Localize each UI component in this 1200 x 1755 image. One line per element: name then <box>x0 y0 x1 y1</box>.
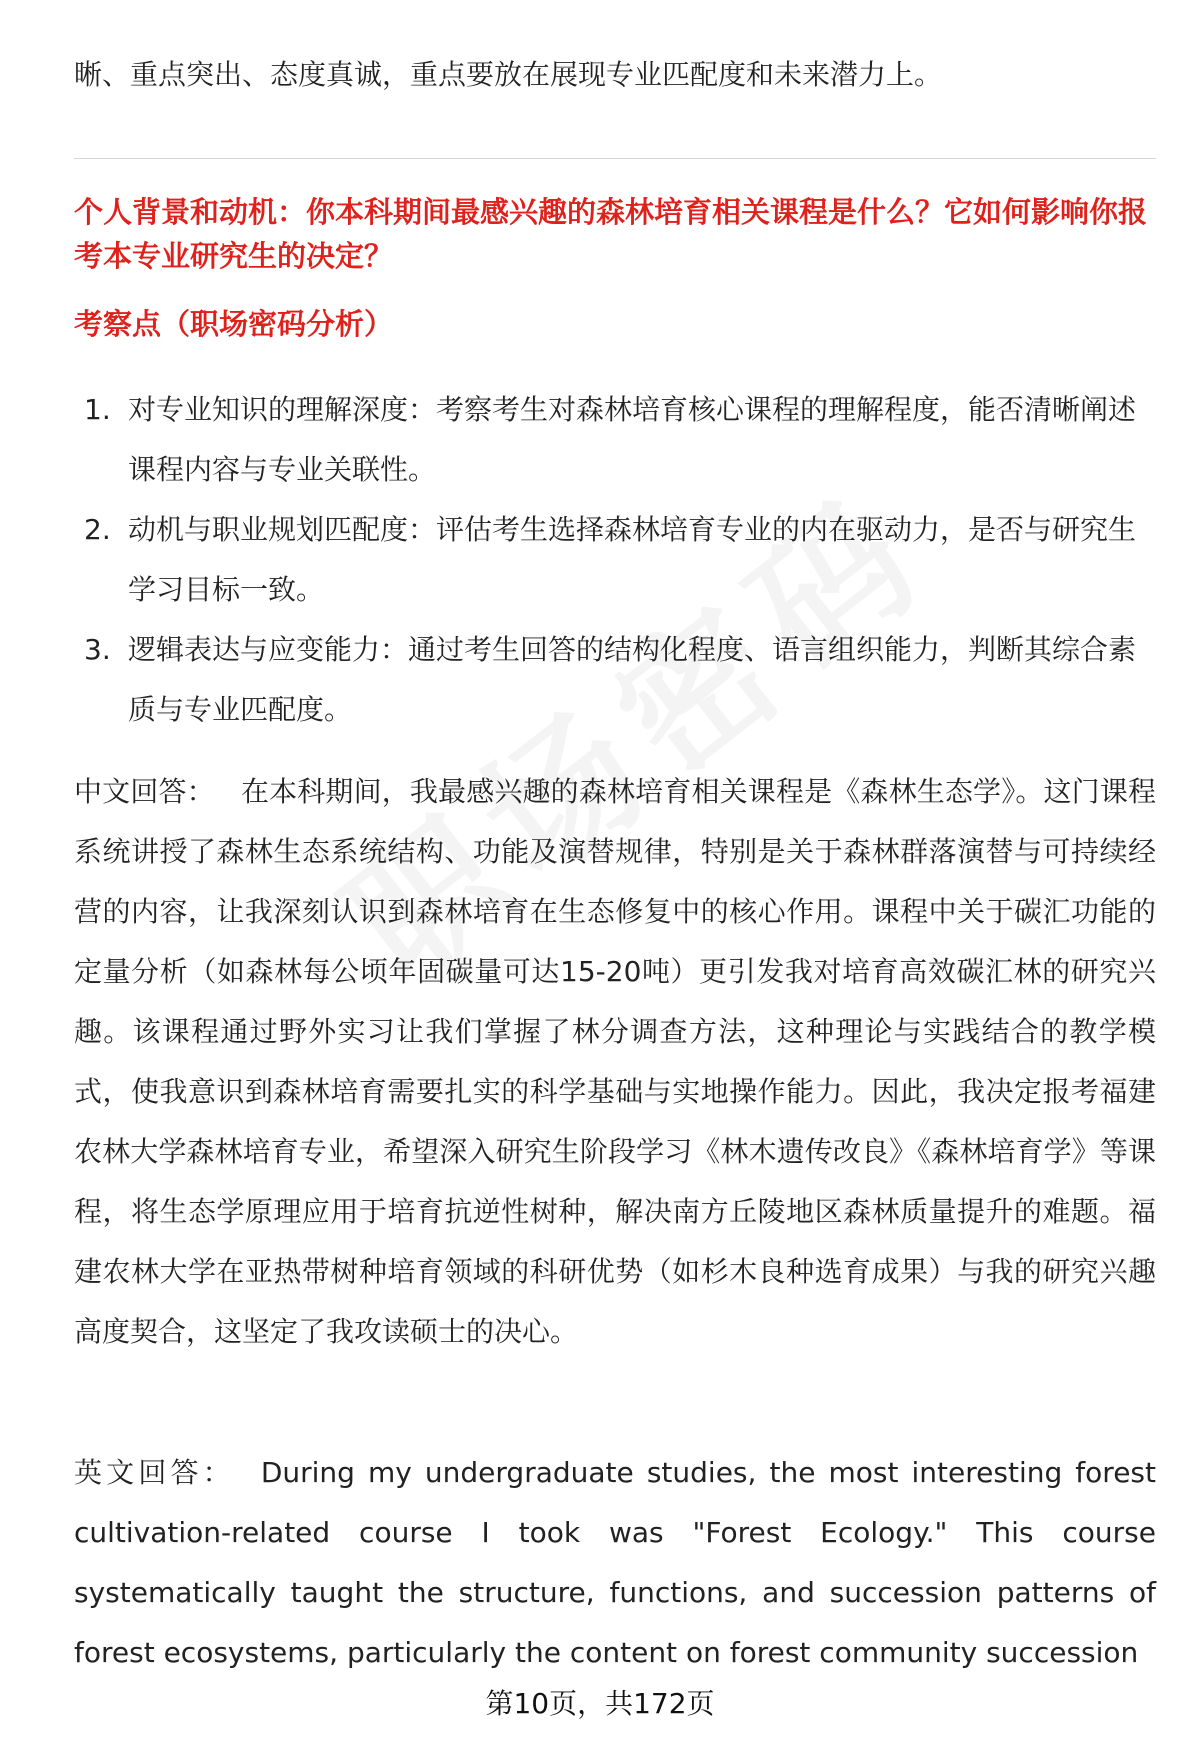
list-item-text: 逻辑表达与应变能力：通过考生回答的结构化程度、语言组织能力，判断其综合素质与专业匹配度。 <box>128 633 1137 726</box>
kaochadian-heading: 考察点（职场密码分析） <box>74 307 394 341</box>
chinese-answer <box>74 762 1156 1362</box>
section-divider <box>74 158 1156 159</box>
list-item <box>74 380 1154 500</box>
list-number: 1. <box>84 393 111 426</box>
continued-text: 晰、重点突出、态度真诚，重点要放在展现专业匹配度和未来潜力上。 <box>74 58 943 91</box>
english-answer-text: During my undergraduate studies, the most interesting forest cultivation-related course I took was "Forest Ecology." This course systematically taught the structure, functions, and succession patterns of forest ecosystems, particularly the content on forest community succession <box>74 1456 1156 1669</box>
list-item-text: 动机与职业规划匹配度：评估考生选择森林培育专业的内在驱动力，是否与研究生学习目标一致。 <box>128 513 1137 606</box>
kaochadian-list <box>74 380 1154 740</box>
list-item <box>74 620 1154 740</box>
list-number: 2. <box>84 513 111 546</box>
english-answer-label: 英文回答： <box>74 1456 235 1489</box>
chinese-answer-label: 中文回答： <box>74 775 215 808</box>
list-item <box>74 500 1154 620</box>
list-item-text: 对专业知识的理解深度：考察考生对森林培育核心课程的理解程度，能否清晰阐述课程内容与专业关联性。 <box>128 393 1137 486</box>
english-answer <box>74 1443 1156 1683</box>
list-number: 3. <box>84 633 111 666</box>
question-heading: 个人背景和动机：你本科期间最感兴趣的森林培育相关课程是什么？它如何影响你报考本专业研究生的决定？ <box>74 195 1148 273</box>
chinese-answer-text: 在本科期间，我最感兴趣的森林培育相关课程是《森林生态学》。这门课程系统讲授了森林生态系统结构、功能及演替规律，特别是关于森林群落演替与可持续经营的内容，让我深刻认识到森林培育在生态修复中的核心作用。课程中关于碳汇功能的定量分析（如森林每公顷年固碳量可达15-20吨）更引发我对培育高效碳汇林的研究兴趣。该课程通过野外实习让我们掌握了林分调查方法，这种理论与实践结合的教学模式，使我意识到森林培育需要扎实的科学基础与实地操作能力。因此，我决定报考福建农林大学森林培育专业，希望深入研究生阶段学习《林木遗传改良》《森林培育学》等课程，将生态学原理应用于培育抗逆性树种，解决南方丘陵地区森林质量提升的难题。福建农林大学在亚热带树种培育领域的科研优势（如杉木良种选育成果）与我的研究兴趣高度契合，这坚定了我攻读硕士的决心。 <box>74 775 1156 1348</box>
page-footer: 第10页，共172页 <box>485 1687 715 1720</box>
